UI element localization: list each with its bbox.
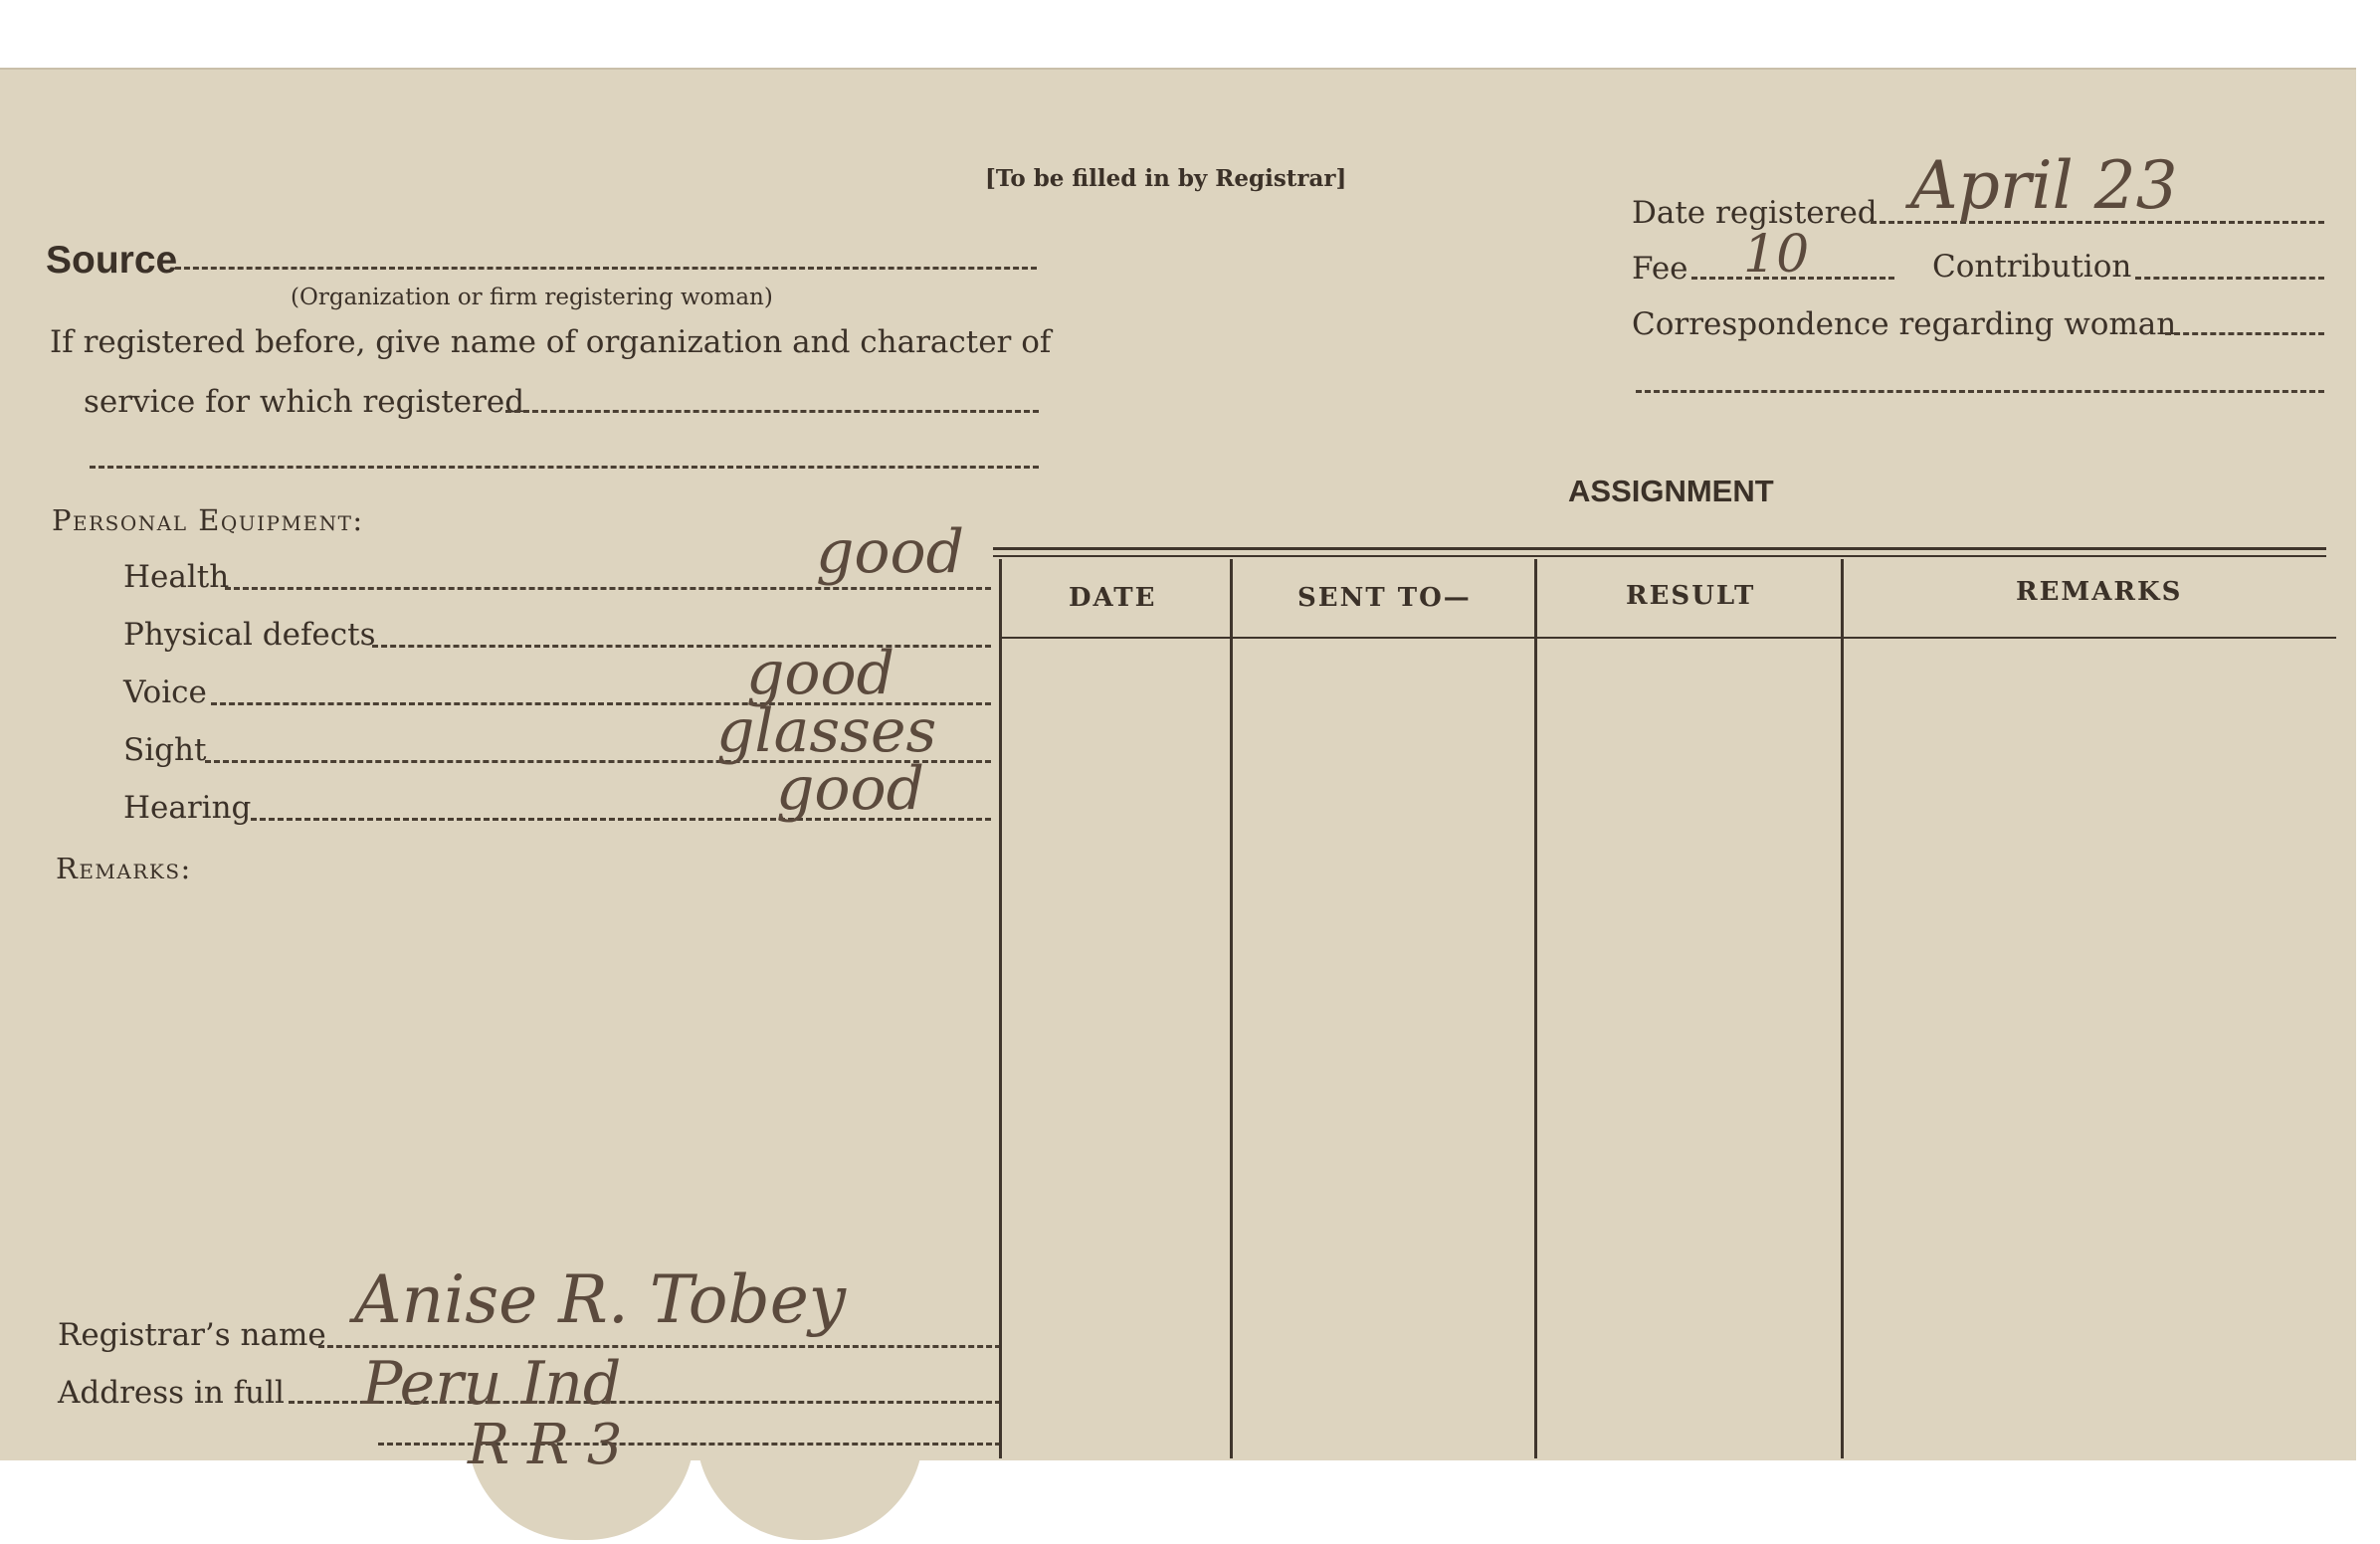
registered-before-extra-line	[90, 466, 1039, 469]
source-caption: (Organization or firm registering woman)	[291, 285, 773, 310]
handwritten-fee: 10	[1743, 225, 1810, 285]
column-sent-to: SENT TO—	[1297, 583, 1472, 613]
personal-equipment-heading: Personal Equipment:	[52, 503, 364, 537]
assignment-heading: ASSIGNMENT	[1568, 474, 1774, 508]
correspondence-label: Correspondence regarding woman	[1632, 306, 2177, 342]
source-label: Source	[46, 239, 178, 282]
health-line	[225, 587, 991, 590]
date-registered-label: Date registered	[1632, 195, 1878, 231]
handwritten-hearing: good	[776, 754, 925, 824]
fee-label: Fee	[1632, 251, 1688, 287]
column-divider-3	[1841, 559, 1844, 1458]
hearing-label: Hearing	[123, 790, 252, 826]
handwritten-date: April 23	[1910, 147, 2178, 224]
handwritten-registrar-name: Anise R. Tobey	[354, 1261, 847, 1338]
sight-label: Sight	[123, 732, 207, 768]
registrar-name-label: Registrar’s name	[58, 1317, 326, 1353]
remarks-heading: Remarks:	[56, 852, 192, 885]
registered-before-line	[505, 410, 1039, 413]
source-line	[175, 267, 1037, 270]
table-header-rule	[999, 637, 2336, 639]
handwritten-sight: glasses	[716, 696, 937, 766]
column-date: DATE	[1069, 583, 1157, 613]
address-label: Address in full	[58, 1375, 285, 1411]
column-remarks: REMARKS	[2016, 577, 2183, 607]
handwritten-address-line1: Peru Ind	[362, 1349, 622, 1419]
voice-label: Voice	[123, 675, 207, 710]
handwritten-health: good	[816, 517, 965, 587]
contribution-line	[2135, 277, 2324, 280]
registrar-note: [To be filled in by Registrar]	[985, 165, 1347, 192]
registrar-name-line	[318, 1345, 1001, 1348]
column-divider-1	[1230, 559, 1233, 1458]
table-top-rule-2	[993, 555, 2326, 557]
handwritten-address-line2: R R 3	[468, 1413, 623, 1477]
column-divider-2	[1534, 559, 1537, 1458]
registered-before-line2: service for which registered	[84, 384, 525, 420]
table-left-border	[999, 559, 1002, 1458]
physical-defects-label: Physical defects	[123, 617, 376, 653]
correspondence-line	[2165, 332, 2324, 335]
table-top-rule	[993, 547, 2326, 550]
card-tab-right	[696, 1433, 923, 1540]
correspondence-extra-line	[1636, 390, 2324, 393]
handwritten-voice: good	[746, 639, 895, 708]
health-label: Health	[123, 559, 230, 595]
registered-before-line1: If registered before, give name of organization and character of	[50, 324, 1052, 360]
physical-defects-line	[372, 645, 991, 648]
column-result: RESULT	[1626, 581, 1756, 611]
contribution-label: Contribution	[1932, 249, 2132, 285]
